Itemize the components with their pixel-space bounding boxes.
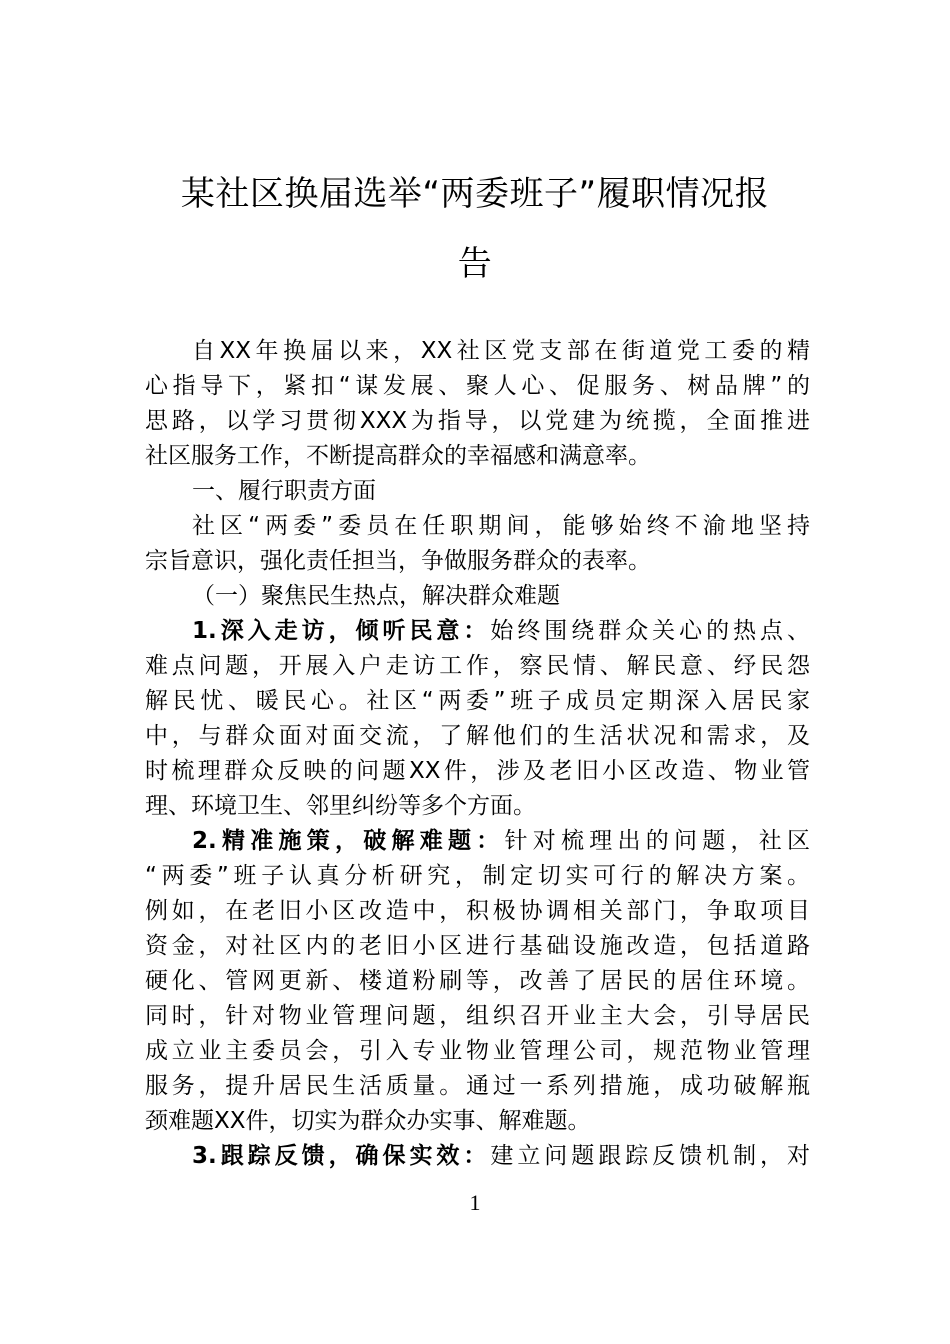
item-2-heading: 2.精准施策，破解难题： xyxy=(192,828,505,854)
item-3-heading: 3.跟踪反馈，确保实效： xyxy=(192,1143,491,1169)
item-2-text: 针对梳理出的问题，社区 xyxy=(504,828,810,854)
item-2-line: 同时，针对物业管理问题，组织召开业主大会，引导居民 xyxy=(145,1003,810,1029)
item-1-line: 难点问题，开展入户走访工作，察民情、解民意、纾民怨 xyxy=(145,653,810,679)
item-2-line: 资金，对社区内的老旧小区进行基础设施改造，包括道路 xyxy=(145,933,810,959)
document-title-line-1: 某社区换届选举“两委班子”履职情况报 xyxy=(180,174,770,214)
item-2-line: 服务，提升居民生活质量。通过一系列措施，成功破解瓶 xyxy=(145,1073,810,1099)
intro-line: 自XX年换届以来，XX社区党支部在街道党工委的精 xyxy=(192,338,810,364)
section-intro-line: 社区“两委”委员在任职期间，能够始终不渝地坚持 xyxy=(192,513,810,539)
page-number: 1 xyxy=(469,1190,481,1215)
item-2-line: 例如，在老旧小区改造中，积极协调相关部门，争取项目 xyxy=(145,898,810,924)
item-1-heading: 1.深入走访，倾听民意： xyxy=(192,618,491,644)
item-3-first-line xyxy=(145,1139,810,1174)
item-2-line: 成立业主委员会，引入专业物业管理公司，规范物业管理 xyxy=(145,1038,810,1064)
item-1-line: 时梳理群众反映的问题XX件，涉及老旧小区改造、物业管 xyxy=(145,758,810,784)
document-title-line-2: 告 xyxy=(457,244,493,284)
item-3-text: 建立问题跟踪反馈机制，对 xyxy=(490,1143,810,1169)
item-2-line: 颈难题XX件，切实为群众办实事、解难题。 xyxy=(145,1108,591,1134)
intro-line: 思路，以学习贯彻XXX为指导，以党建为统揽，全面推进 xyxy=(145,408,810,434)
document-body xyxy=(145,334,810,1174)
item-2-line: “两委”班子认真分析研究，制定切实可行的解决方案。 xyxy=(145,863,810,889)
item-1-line: 解民忧、暖民心。社区“两委”班子成员定期深入居民家 xyxy=(145,688,810,714)
item-2-first-line xyxy=(145,824,810,859)
item-1-first-line xyxy=(145,614,810,649)
intro-line: 心指导下，紧扣“谋发展、聚人心、促服务、树品牌”的 xyxy=(145,373,810,399)
item-1-line: 中，与群众面对面交流，了解他们的生活状况和需求，及 xyxy=(145,723,810,749)
item-2-line: 硬化、管网更新、楼道粉刷等，改善了居民的居住环境。 xyxy=(145,968,810,994)
section-heading: 一、履行职责方面 xyxy=(192,478,376,504)
subsection-heading: （一）聚焦民生热点，解决群众难题 xyxy=(192,583,560,609)
item-1-text: 始终围绕群众关心的热点、 xyxy=(490,618,810,644)
intro-line: 社区服务工作，不断提高群众的幸福感和满意率。 xyxy=(145,443,651,469)
item-1-line: 理、环境卫生、邻里纠纷等多个方面。 xyxy=(145,793,536,819)
section-intro-line: 宗旨意识，强化责任担当，争做服务群众的表率。 xyxy=(145,548,651,574)
